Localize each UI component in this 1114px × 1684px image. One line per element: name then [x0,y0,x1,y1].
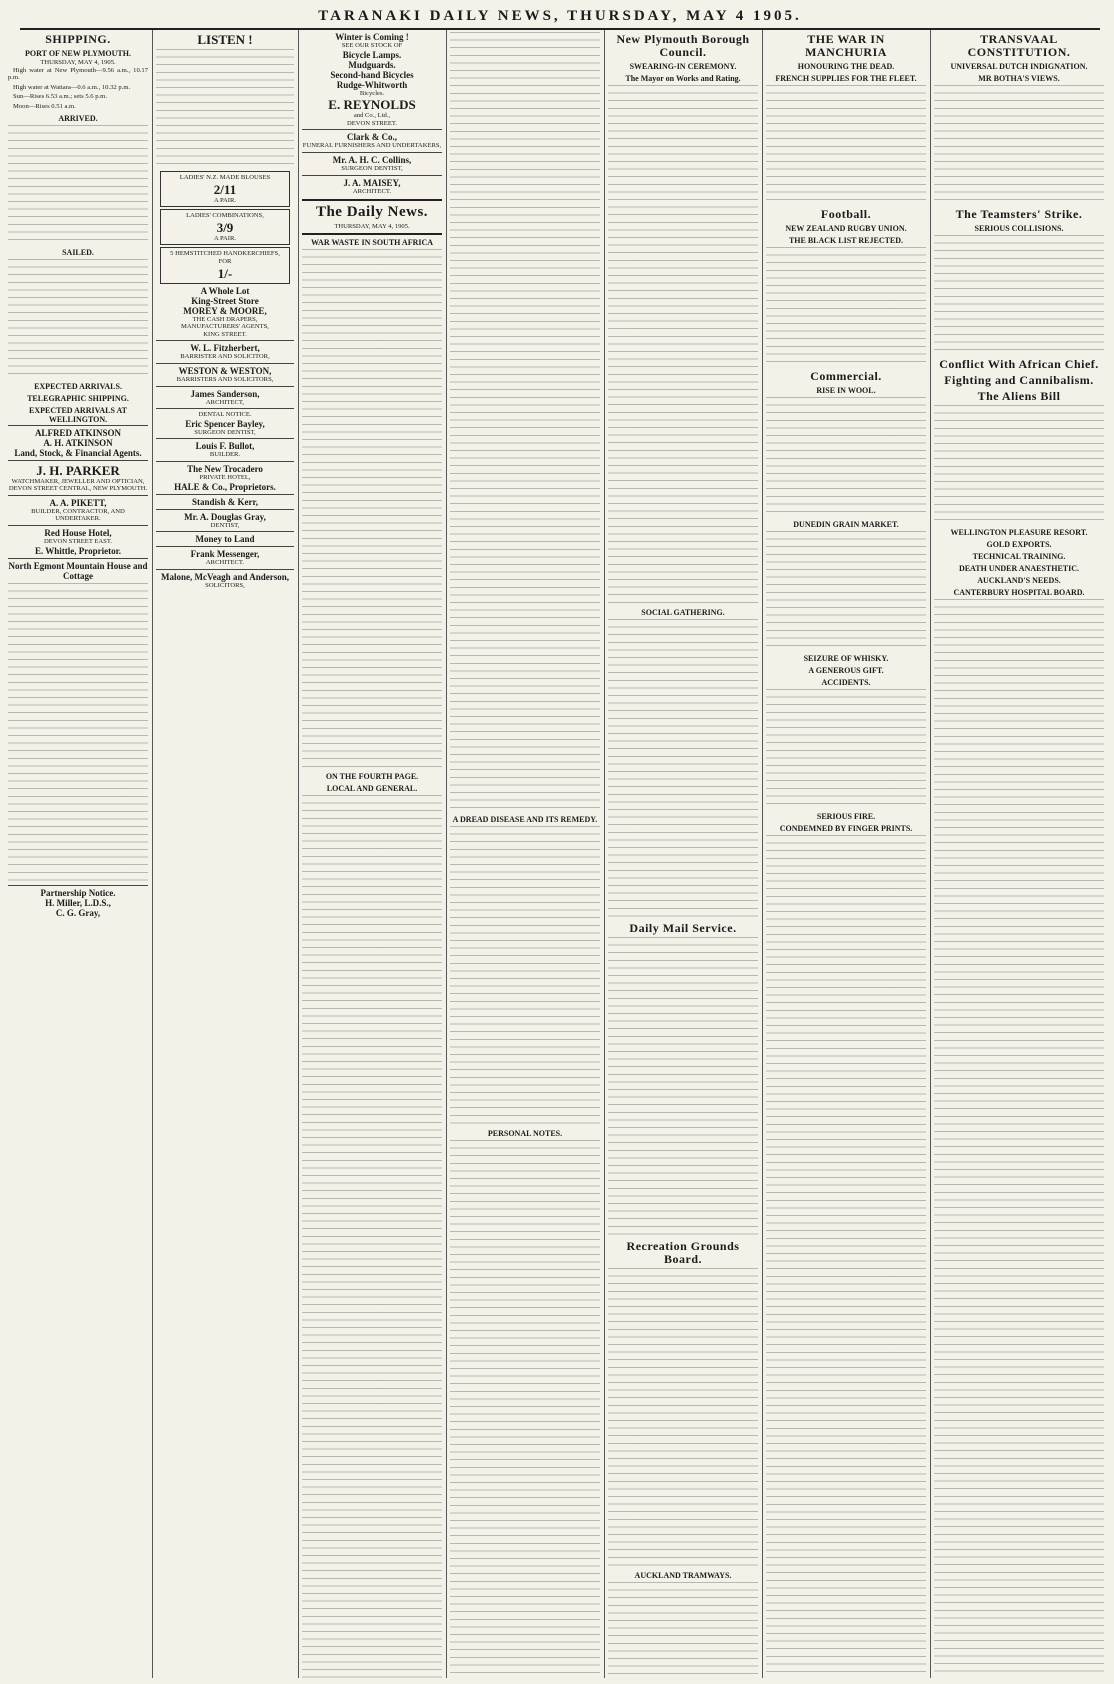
mayor-heading: The Mayor on Works and Rating. [625,74,741,83]
text-block [8,583,148,883]
dental-notice: DENTAL NOTICE. [198,411,252,419]
text-block [450,1140,600,1678]
transvaal-heading: TRANSVAAL CONSTITUTION. [967,32,1071,59]
column-rule [762,30,763,1678]
redhouse-name: Red House Hotel, [44,527,112,538]
messenger-name: Frank Messenger, [190,549,260,560]
column-council [608,30,758,1678]
rudge-heading: Rudge-Whitworth [336,79,408,90]
botha-heading: MR BOTHA'S VIEWS. [978,74,1060,83]
text-block [608,619,758,919]
combinations-each: A PAIR. [213,234,237,242]
text-block [766,835,926,1678]
pleasure-heading: WELLINGTON PLEASURE RESORT. [950,528,1088,537]
text-block [450,32,600,812]
column-shipping [8,30,148,1678]
text-block [8,125,148,245]
war-heading: THE WAR IN MANCHURIA [805,32,887,59]
king-street-store: King-Street Store [191,295,259,306]
daily-news-title: The Daily News. [315,204,429,221]
divider [302,233,442,235]
gift-heading: A GENEROUS GIFT. [808,666,884,675]
personal-heading: PERSONAL NOTES. [487,1129,563,1138]
social-heading: SOCIAL GATHERING. [641,608,725,617]
egmont-title: North Egmont Mountain House and Cottage [8,560,148,581]
text-block [934,85,1104,205]
blouse-box [160,171,290,207]
wellington-heading: EXPECTED ARRIVALS AT WELLINGTON. [29,405,127,424]
text-block [766,531,926,651]
commercial-heading: Commercial. [810,369,882,383]
text-block [608,1582,758,1678]
miller-name: H. Miller, L.D.S., [45,897,111,908]
dunedin-heading: DUNEDIN GRAIN MARKET. [793,520,899,529]
weston-trade: BARRISTERS AND SOLICITORS, [176,375,274,383]
bullot-trade: BUILDER. [209,451,241,459]
redhouse-address: DEVON STREET EAST. [43,537,113,545]
standish-name: Standish & Kerr, [192,496,258,507]
expected-heading: EXPECTED ARRIVALS. [34,381,122,391]
death-heading: DEATH UNDER ANAESTHETIC. [958,564,1080,573]
atkinson-ad [8,425,148,460]
column-rule [152,30,153,1678]
reynolds-name: E. REYNOLDS [328,97,416,113]
column-news [450,30,600,1678]
secondhand-bicycles: Second-hand Bicycles [330,69,414,80]
morey-name: MOREY & MOORE, [183,305,267,316]
fitzherbert-trade: BARRISTER AND SOLICITOR, [180,353,270,361]
column-rule [446,30,447,1678]
clark-name: Clark & Co., [347,132,397,143]
text-block [302,795,442,1678]
text-block [156,49,294,169]
tide-line: High water at Waitara—0.6 a.m., 10.32 p.m. [13,83,131,91]
teamsters-heading: The Teamsters' Strike. [955,207,1083,221]
auckland-needs-heading: AUCKLAND'S NEEDS. [977,576,1061,585]
fire-heading: SERIOUS FIRE. [816,812,876,821]
spencer-trade: SURGEON DENTIST, [194,428,256,436]
reynolds-ad [302,30,442,129]
morey-sub3: KING STREET. [203,330,247,338]
date-line: THURSDAY, MAY 4, 1905. [40,59,116,66]
clark-trade: FUNERAL FURNISHERS AND UNDERTAKERS, [302,142,442,150]
sanderson-trade: ARCHITECT, [205,398,245,406]
tramways-heading: AUCKLAND TRAMWAYS. [634,1571,732,1580]
text-block [934,405,1104,525]
weston-ad [156,363,294,386]
local-heading: LOCAL AND GENERAL. [326,783,418,793]
aliens-heading: The Aliens Bill [977,389,1061,403]
gold-heading: GOLD EXPORTS. [986,540,1052,549]
winter-heading: Winter is Coming ! [335,32,409,42]
column-cables [766,30,926,1678]
text-block [608,1268,758,1568]
combinations-price: 3/9 [216,219,234,235]
weston-name: WESTON & WESTON, [178,365,272,376]
bullot-name: Louis F. Bullot, [195,441,255,452]
seizure-heading: SEIZURE OF WHISKY. [803,654,889,663]
blouse-text: LADIES' N.Z. MADE BLOUSES [179,174,271,181]
dental-ad [156,408,294,438]
for-text: FOR [218,257,232,265]
pikett-trade: BUILDER, CONTRACTOR, AND UNDERTAKER. [31,507,125,523]
handkerchief-price: 1/- [217,265,233,281]
war-waste-heading: WAR WASTE IN SOUTH AFRICA [310,237,434,247]
wool-heading: RISE IN WOOL. [816,386,876,395]
spencer-name: Eric Spencer Bayley, [185,418,265,429]
sanderson-name: James Sanderson, [190,388,260,399]
redhouse-ad [8,525,148,558]
rudge-sub: Bicycles. [359,89,385,97]
shipping-heading: SHIPPING. [45,32,111,46]
accidents-heading: ACCIDENTS. [821,678,871,687]
rugby-heading: NEW ZEALAND RUGBY UNION. [785,224,907,233]
column-transvaal [934,30,1104,1678]
morey-sub2: MANUFACTURERS' AGENTS, [181,323,269,331]
handkerchief-box [160,247,290,283]
whittle-name: E. Whittle, Proprietor. [34,545,122,556]
blouse-price: 2/11 [213,181,237,197]
text-block [608,937,758,1237]
combinations-box [160,209,290,245]
port-heading: PORT OF NEW PLYMOUTH. [25,49,131,58]
telegraphic-heading: TELEGRAPHIC SHIPPING. [27,393,129,403]
malone-ad [156,569,294,592]
douglas-trade: DENTIST, [210,521,240,529]
agent-name: ALFRED ATKINSON [34,427,122,438]
text-block [302,249,442,769]
recreation-heading: Recreation Grounds Board. [626,1239,740,1266]
malone-name: Malone, McVeagh and Anderson, [161,571,289,582]
text-block [766,397,926,517]
text-block [450,826,600,1126]
whole-lot: A Whole Lot [200,285,250,296]
malone-trade: SOLICITORS, [205,581,245,589]
black-list-heading: THE BLACK LIST REJECTED. [788,236,904,245]
pikett-ad [8,495,148,525]
tide-line: Sun—Rises 6.53 a.m.; sets 5.6 p.m. [13,93,107,101]
egmont-ad [8,558,148,885]
parker-address: DEVON STREET CENTRAL, NEW PLYMOUTH. [8,485,148,493]
clark-ad [302,129,442,152]
listen-heading: LISTEN ! [197,32,253,47]
conflict-heading: Conflict With African Chief. [939,357,1099,371]
bullot-ad [156,438,294,461]
text-block [934,599,1104,1678]
divider [302,199,442,201]
partnership-ad [8,885,148,920]
reynolds-sub: and Co., Ltd., [353,112,391,120]
text-block [8,259,148,379]
trocadero-ad [156,461,294,494]
fourth-page-heading: ON THE FOURTH PAGE. [325,771,419,781]
column-editorial [302,30,442,1678]
technical-heading: TECHNICAL TRAINING. [972,552,1066,561]
council-heading: New Plymouth Borough Council. [616,32,750,59]
parker-ad [8,460,148,495]
column-rule [298,30,299,1678]
ceremony-heading: SWEARING-IN CEREMONY. [629,62,737,71]
hale-name: HALE & Co., Proprietors. [174,481,276,492]
text-block [766,247,926,367]
bicycle-lamps: Bicycle Lamps. [342,49,402,60]
text-block [766,85,926,205]
column-ads [156,30,294,1678]
douglas-name: Mr. A. Douglas Gray, [184,511,266,522]
french-heading: FRENCH SUPPLIES FOR THE FLEET. [775,74,917,83]
fitzherbert-ad [156,340,294,363]
douglas-ad [156,509,294,532]
honouring-heading: HONOURING THE DEAD. [797,62,895,71]
daily-news-date: THURSDAY, MAY 4, 1905. [334,223,410,231]
tide-line: High water at New Plymouth—9.56 a.m., 10.17 p.m. [8,66,148,82]
money-ad [156,531,294,546]
masthead-title: TARANAKI DAILY NEWS, THURSDAY, MAY 4 1905. [20,6,1100,30]
trocadero-name: The New Trocadero [187,463,263,474]
messenger-trade: ARCHITECT. [205,559,245,567]
text-block [934,235,1104,355]
parker-trade: WATCHMAKER, JEWELLER AND OPTICIAN, [11,477,145,485]
agent-title: Land, Stock, & Financial Agents. [14,447,142,458]
morey-sub: THE CASH DRAPERS, [192,315,258,323]
collins-trade: SURGEON DENTIST, [341,164,403,172]
combinations-text: LADIES' COMBINATIONS, [186,212,264,220]
canterbury-heading: CANTERBURY HOSPITAL BOARD. [953,588,1085,597]
reynolds-street: DEVON STREET. [346,119,398,127]
fighting-heading: Fighting and Cannibalism. [944,373,1094,387]
remedy-heading: A DREAD DISEASE AND ITS REMEDY. [452,815,598,824]
maisey-trade: ARCHITECT. [352,187,392,195]
sailed-heading: SAILED. [62,247,94,257]
standish-ad [156,494,294,509]
stock-line: SEE OUR STOCK OF [341,42,403,49]
collisions-heading: SERIOUS COLLISIONS. [974,224,1064,233]
indignation-heading: UNIVERSAL DUTCH INDIGNATION. [950,62,1088,71]
mudguards: Mudguards. [348,59,396,70]
sanderson-ad [156,386,294,409]
fitzherbert-name: W. L. Fitzherbert, [190,343,260,354]
blouse-each: A PAIR. [213,196,237,204]
mail-heading: Daily Mail Service. [629,921,737,935]
handkerchief-text: 5 HEMSTITCHED HANDKERCHIEFS, [170,250,280,258]
collins-ad [302,152,442,175]
text-block [608,85,758,605]
listen-ad [156,30,294,340]
partnership-title: Partnership Notice. [40,887,116,898]
tide-line: Moon—Rises 0.51 a.m. [13,102,76,110]
pikett-name: A. A. PIKETT, [49,497,107,508]
maisey-ad [302,175,442,198]
fingerprints-heading: CONDEMNED BY FINGER PRINTS. [779,824,913,833]
maisey-name: J. A. MAISEY, [343,177,401,188]
football-heading: Football. [820,207,872,221]
text-block [766,689,926,809]
messenger-ad [156,546,294,569]
gray-name: C. G. Gray, [55,907,101,918]
trocadero-sub: PRIVATE HOTEL, [199,473,251,481]
agent-firm: A. H. ATKINSON [43,437,113,448]
parker-name: J. H. PARKER [36,462,120,478]
money-heading: Money to Land [195,534,255,545]
collins-name: Mr. A. H. C. Collins, [332,154,412,165]
column-rule [930,30,931,1678]
column-rule [604,30,605,1678]
arrived-heading: ARRIVED. [58,113,98,123]
